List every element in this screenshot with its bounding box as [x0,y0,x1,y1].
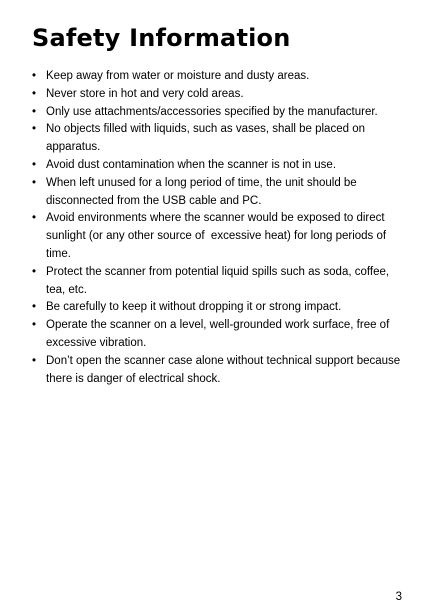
list-item: • Avoid dust contamination when the scanner is not in use. [0,157,434,175]
list-item: • Be carefully to keep it without dropping it or strong impact. [0,299,434,317]
list-item: • Avoid environments where the scanner would be exposed to direct sunlight (or any other source of excessive heat) for long periods of time. [0,210,434,263]
list-item: • Keep away from water or moisture and dusty areas. [0,68,434,86]
list-item: • Don’t open the scanner case alone without technical support because there is danger of electrical shock. [0,353,434,389]
page-title: Safety Information [32,24,291,52]
list-item: • When left unused for a long period of time, the unit should be disconnected from the USB cable and PC. [0,175,434,211]
list-item: • Protect the scanner from potential liquid spills such as soda, coffee, tea, etc. [0,264,434,300]
page-number: 3 [395,591,402,603]
safety-list [0,68,434,388]
list-item: • No objects filled with liquids, such as vases, shall be placed on apparatus. [0,121,434,157]
list-item: • Never store in hot and very cold areas. [0,86,434,104]
list-item: • Only use attachments/accessories specified by the manufacturer. [0,104,434,122]
list-item: • Operate the scanner on a level, well-grounded work surface, free of excessive vibration. [0,317,434,353]
